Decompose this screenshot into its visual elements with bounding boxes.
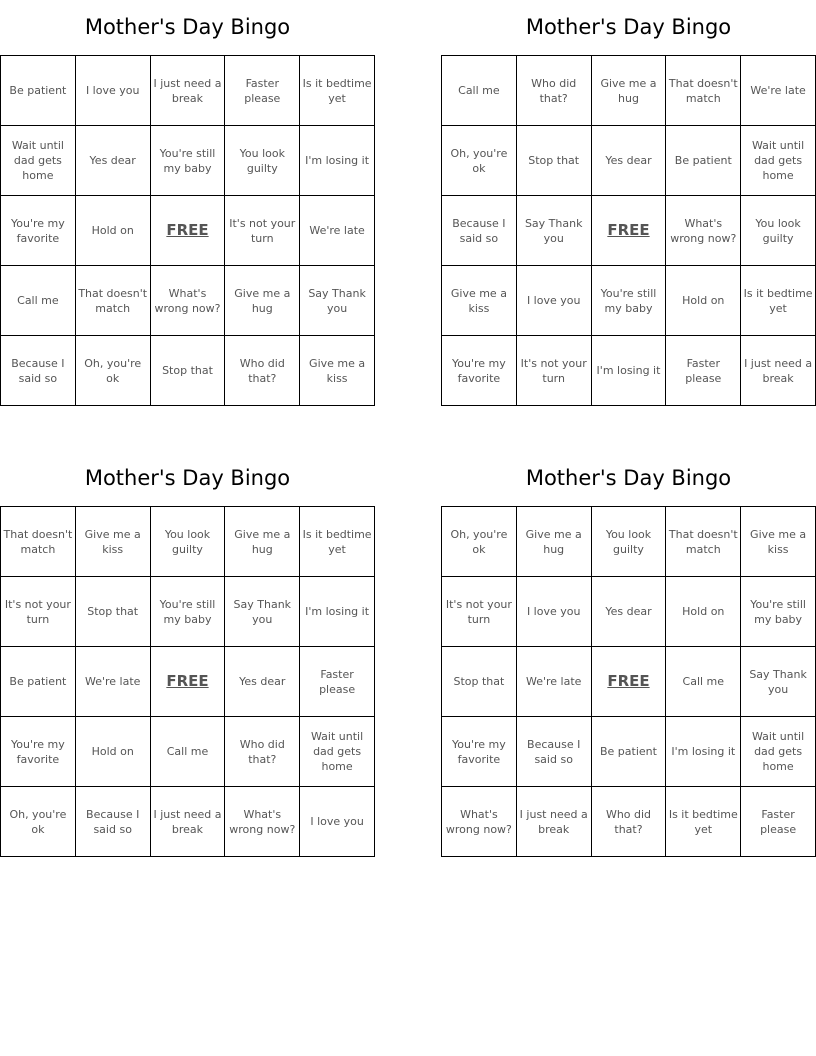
bingo-cell: Stop that xyxy=(442,647,517,717)
bingo-cell: Because I said so xyxy=(517,717,592,787)
bingo-cell: We're late xyxy=(517,647,592,717)
bingo-cell: Yes dear xyxy=(225,647,300,717)
bingo-cell: Faster please xyxy=(300,647,375,717)
bingo-cell: That doesn't match xyxy=(666,507,741,577)
bingo-cell: Is it bedtime yet xyxy=(300,56,375,126)
bingo-cell: Be patient xyxy=(1,647,76,717)
card-title: Mother's Day Bingo xyxy=(525,466,732,490)
bingo-cell: That doesn't match xyxy=(76,266,151,336)
bingo-cell: It's not your turn xyxy=(1,577,76,647)
bingo-cell: Faster please xyxy=(666,336,741,406)
bingo-cell: Say Thank you xyxy=(300,266,375,336)
bingo-card-3 xyxy=(0,451,375,857)
bingo-cell: It's not your turn xyxy=(517,336,592,406)
bingo-cell: Give me a hug xyxy=(592,56,667,126)
free-space-cell: FREE xyxy=(592,196,667,266)
bingo-cell: Call me xyxy=(151,717,226,787)
bingo-cell: Give me a hug xyxy=(225,266,300,336)
bingo-cell: Be patient xyxy=(1,56,76,126)
bingo-cell: Who did that? xyxy=(225,717,300,787)
bingo-cell: What's wrong now? xyxy=(225,787,300,857)
bingo-cell: Say Thank you xyxy=(225,577,300,647)
bingo-cell: I just need a break xyxy=(517,787,592,857)
bingo-cell: I love you xyxy=(76,56,151,126)
bingo-cell: You look guilty xyxy=(741,196,816,266)
bingo-cell: Be patient xyxy=(592,717,667,787)
bingo-cell: Call me xyxy=(442,56,517,126)
bingo-cell: You're my favorite xyxy=(442,336,517,406)
bingo-cell: Is it bedtime yet xyxy=(741,266,816,336)
bingo-grid xyxy=(441,55,816,406)
bingo-cell: I just need a break xyxy=(151,56,226,126)
bingo-cell: Oh, you're ok xyxy=(1,787,76,857)
bingo-cell: It's not your turn xyxy=(442,577,517,647)
bingo-cell: It's not your turn xyxy=(225,196,300,266)
bingo-cell: I'm losing it xyxy=(666,717,741,787)
bingo-card-1 xyxy=(0,0,375,406)
bingo-cell: You're still my baby xyxy=(741,577,816,647)
bingo-cell: What's wrong now? xyxy=(666,196,741,266)
bingo-cell: You look guilty xyxy=(151,507,226,577)
bingo-grid xyxy=(441,506,816,857)
bingo-cell: Give me a kiss xyxy=(741,507,816,577)
bingo-cell: Say Thank you xyxy=(517,196,592,266)
bingo-cell: I'm losing it xyxy=(300,126,375,196)
bingo-cell: That doesn't match xyxy=(1,507,76,577)
bingo-cell: You're my favorite xyxy=(1,717,76,787)
bingo-cell: Call me xyxy=(1,266,76,336)
bingo-cell: Say Thank you xyxy=(741,647,816,717)
bingo-cell: You look guilty xyxy=(592,507,667,577)
bingo-cell: Who did that? xyxy=(592,787,667,857)
bingo-cell: Faster please xyxy=(741,787,816,857)
bingo-cell: You're still my baby xyxy=(592,266,667,336)
free-space-cell: FREE xyxy=(151,647,226,717)
bingo-cell: I love you xyxy=(300,787,375,857)
bingo-cell: Give me a hug xyxy=(517,507,592,577)
bingo-cell: Oh, you're ok xyxy=(442,126,517,196)
bingo-cell: Hold on xyxy=(76,717,151,787)
bingo-cell: I love you xyxy=(517,577,592,647)
bingo-cell: We're late xyxy=(741,56,816,126)
bingo-cell: Because I said so xyxy=(1,336,76,406)
free-space-cell: FREE xyxy=(151,196,226,266)
bingo-cell: Hold on xyxy=(76,196,151,266)
bingo-cell: Yes dear xyxy=(592,577,667,647)
card-title: Mother's Day Bingo xyxy=(84,466,291,490)
bingo-grid xyxy=(0,506,375,857)
bingo-cell: Who did that? xyxy=(225,336,300,406)
bingo-cell: Give me a kiss xyxy=(300,336,375,406)
bingo-cell: Give me a kiss xyxy=(76,507,151,577)
bingo-cell: Be patient xyxy=(666,126,741,196)
bingo-cell: I'm losing it xyxy=(592,336,667,406)
bingo-cell: Hold on xyxy=(666,266,741,336)
bingo-cell: Wait until dad gets home xyxy=(1,126,76,196)
bingo-grid xyxy=(0,55,375,406)
bingo-card-2 xyxy=(441,0,816,406)
bingo-cell: We're late xyxy=(300,196,375,266)
bingo-cell: Is it bedtime yet xyxy=(666,787,741,857)
bingo-cell: Give me a kiss xyxy=(442,266,517,336)
bingo-cell: Oh, you're ok xyxy=(76,336,151,406)
bingo-cell: That doesn't match xyxy=(666,56,741,126)
bingo-cell: Give me a hug xyxy=(225,507,300,577)
bingo-cell: Yes dear xyxy=(76,126,151,196)
bingo-cell: Call me xyxy=(666,647,741,717)
bingo-cell: Stop that xyxy=(517,126,592,196)
bingo-cell: I just need a break xyxy=(151,787,226,857)
bingo-cell: What's wrong now? xyxy=(151,266,226,336)
bingo-cell: I just need a break xyxy=(741,336,816,406)
bingo-cell: Who did that? xyxy=(517,56,592,126)
bingo-cell: Is it bedtime yet xyxy=(300,507,375,577)
bingo-cell: Because I said so xyxy=(442,196,517,266)
bingo-cell: You're my favorite xyxy=(1,196,76,266)
bingo-cell: Because I said so xyxy=(76,787,151,857)
bingo-cell: We're late xyxy=(76,647,151,717)
bingo-cell: You look guilty xyxy=(225,126,300,196)
bingo-cell: You're my favorite xyxy=(442,717,517,787)
bingo-cell: Wait until dad gets home xyxy=(741,717,816,787)
bingo-cell: I love you xyxy=(517,266,592,336)
bingo-cell: Hold on xyxy=(666,577,741,647)
card-title: Mother's Day Bingo xyxy=(84,15,291,39)
bingo-cell: Wait until dad gets home xyxy=(300,717,375,787)
bingo-cell: Oh, you're ok xyxy=(442,507,517,577)
bingo-card-4 xyxy=(441,451,816,857)
bingo-cell: Wait until dad gets home xyxy=(741,126,816,196)
bingo-cell: What's wrong now? xyxy=(442,787,517,857)
bingo-cell: You're still my baby xyxy=(151,577,226,647)
bingo-cell: Stop that xyxy=(151,336,226,406)
bingo-cell: Faster please xyxy=(225,56,300,126)
bingo-cell: Yes dear xyxy=(592,126,667,196)
free-space-cell: FREE xyxy=(592,647,667,717)
bingo-cell: You're still my baby xyxy=(151,126,226,196)
bingo-cell: I'm losing it xyxy=(300,577,375,647)
card-title: Mother's Day Bingo xyxy=(525,15,732,39)
bingo-cell: Stop that xyxy=(76,577,151,647)
